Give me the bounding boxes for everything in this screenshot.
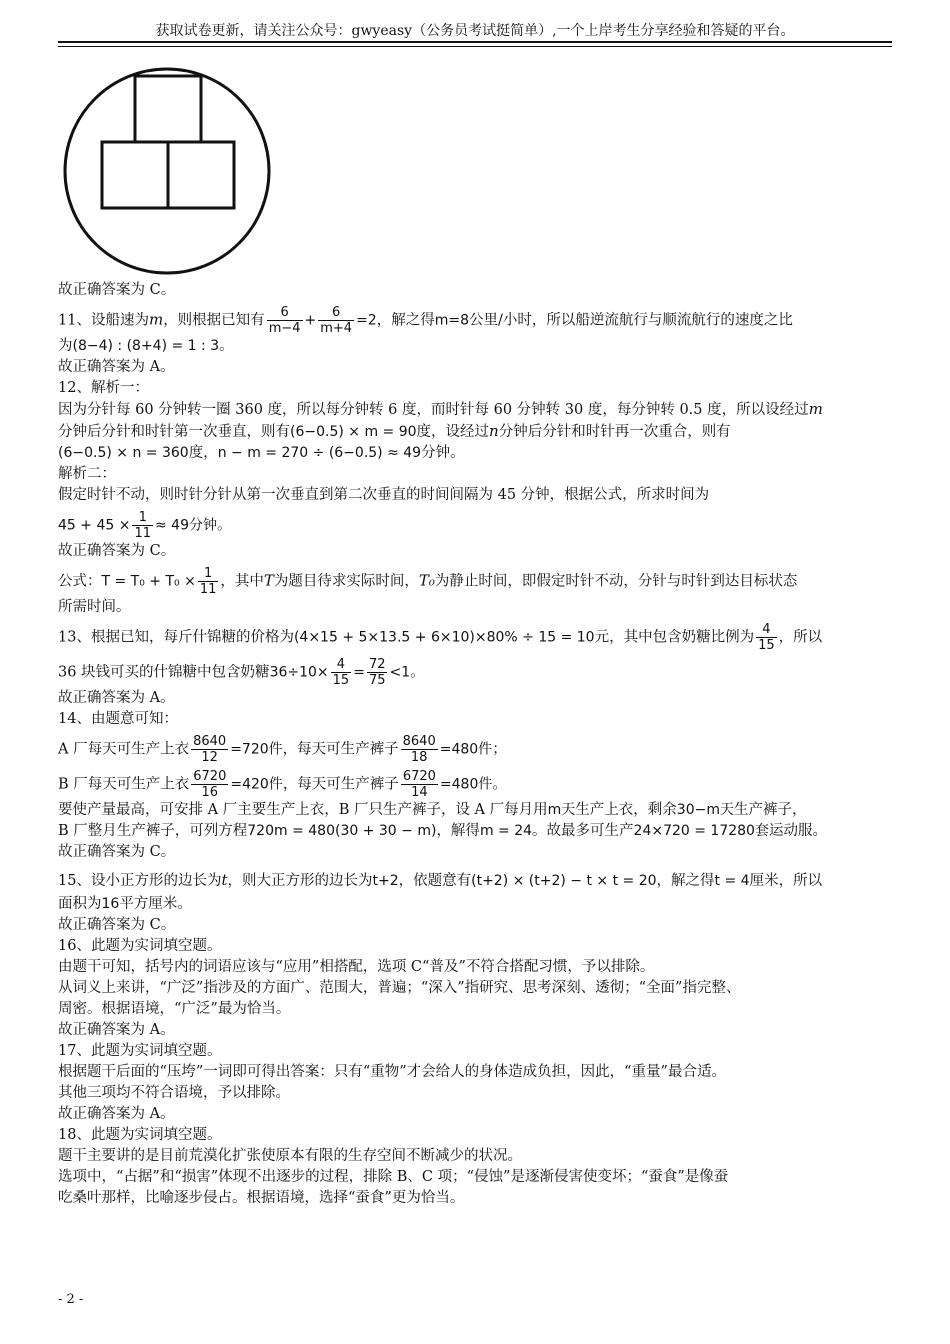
q12-line3: (6−0.5) × n = 360度，n − m = 270 ÷ (6−0.5) ≈ 49分钟。 [58, 445, 465, 461]
answer-line: 故正确答案为 A。 [58, 1022, 175, 1038]
q12-title: 12、解析一： [58, 380, 149, 396]
figure-left-square [102, 142, 168, 208]
answer-line: 故正确答案为 A。 [58, 359, 175, 375]
fraction: $\frac{4}{15}$ [332, 657, 350, 688]
q17-line2: 其他三项均不符合语境，予以排除。 [58, 1085, 290, 1101]
q17-title: 17、此题为实词填空题。 [58, 1043, 222, 1059]
q12-line2: 分钟后分针和时针第一次垂直，则有(6−0.5) × m = 90度，设经过n分钟后分针和时针再一次重合，则有 [58, 422, 731, 440]
q18-line1: 题干主要讲的是目前荒漠化扩张使原本有限的生存空间不断减少的状况。 [58, 1148, 522, 1164]
q14-line-b: B 厂每天可生产上衣 $\frac{6720}{16}$ =420件，每天可生产裤子 $\frac{6720}{14}$ =480件。 [58, 769, 507, 800]
answer-line: 故正确答案为 C。 [58, 282, 176, 298]
header-rule-thick [58, 41, 892, 43]
formula-line1: 公式：T = T₀ + T₀ × $\frac{1}{11}$ ，其中T为题目待求实际时间，T₀为静止时间，即假定时针不动，分针与时针到达目标状态 [58, 566, 798, 597]
figure-right-square [168, 142, 234, 208]
fraction: $\frac{72}{75}$ [368, 657, 386, 688]
header-rule-thin [58, 46, 892, 47]
circle-squares-figure [62, 66, 272, 276]
answer-line: 故正确答案为 A。 [58, 1106, 175, 1122]
fraction: $\frac{1}{11}$ [199, 566, 217, 597]
fraction: $\frac{1}{11}$ [134, 510, 151, 541]
q12-title2: 解析二： [58, 466, 116, 482]
fraction: $\frac{6720}{16}$ [193, 769, 227, 800]
fraction: $\frac{8640}{12}$ [193, 734, 227, 765]
answer-line: 故正确答案为 C。 [58, 917, 176, 933]
fraction: $\frac{6}{m+4}$ [320, 305, 353, 336]
q15-line2: 面积为16平方厘米。 [58, 896, 192, 912]
fraction: $\frac{8640}{18}$ [402, 734, 436, 765]
figure-top-square [135, 76, 201, 142]
q12-line1: 因为分针每 60 分钟转一圈 360 度，所以每分钟转 6 度，而时针每 60 分钟转 30 度，每分钟转 0.5 度，所以设经过m [58, 400, 823, 418]
answer-line: 故正确答案为 C。 [58, 543, 176, 559]
answer-content [58, 280, 896, 1209]
q16-line3: 周密。根据语境，“广泛”最为恰当。 [58, 1001, 291, 1017]
q14-line-d: B 厂整月生产裤子，可列方程720m = 480(30 + 30 − m)，解得m = 24。故最多可生产24×720 = 17280套运动服。 [58, 823, 827, 839]
fraction: $\frac{6}{m-4}$ [268, 305, 301, 336]
q14-title: 14、由题意可知： [58, 711, 178, 727]
q11-line2: 为(8−4) : (8+4) = 1 : 3。 [58, 338, 234, 354]
fraction: $\frac{4}{15}$ [758, 622, 775, 653]
q15-line1: 15、设小正方形的边长为t，则大正方形的边长为t+2，依题意有(t+2) × (t+2) − t × t = 20，解之得t = 4厘米，所以 [58, 871, 823, 889]
answer-line: 故正确答案为 A。 [58, 690, 175, 706]
fraction: $\frac{6720}{14}$ [402, 769, 436, 800]
q12-line4: 假定时针不动，则时针分针从第一次垂直到第二次垂直的时间间隔为 45 分钟，根据公式，所求时间为 [58, 487, 710, 503]
q16-line2: 从词义上来讲，“广泛”指涉及的方面广、范围大，普遍；“深入”指研究、思考深刻、透彻；“全面”指完整、 [58, 980, 741, 996]
formula-line2: 所需时间。 [58, 599, 131, 615]
page-header: 获取试卷更新，请关注公众号：gwyeasy（公务员考试挺简单）,一个上岸考生分享经验和答疑的平台。 [155, 23, 795, 39]
q14-line-a: A 厂每天可生产上衣 $\frac{8640}{12}$ =720件，每天可生产裤子 $\frac{8640}{18}$ =480件； [58, 734, 507, 765]
q14-line-c: 要使产量最高，可安排 A 厂主要生产上衣，B 厂只生产裤子，设 A 厂每月用m天生产上衣，剩余30−m天生产裤子， [58, 802, 807, 818]
q11-line1: 11、设船速为m，则根据已知有 $\frac{6}{m-4}$ + $\frac{6}{m+4}$ =2，解之得m=8公里/小时，所以船逆流航行与顺流航行的速度之比 [58, 305, 793, 336]
q12-line5: 45 + 45 × $\frac{1}{11}$ ≈ 49分钟。 [58, 510, 232, 541]
q13-line2: 36 块钱可买的什锦糖中包含奶糖36÷10× $\frac{4}{15}$ = $\frac{72}{75}$ <1。 [58, 657, 425, 688]
q18-line3: 吃桑叶那样，比喻逐步侵占。根据语境，选择“蚕食”更为恰当。 [58, 1190, 465, 1206]
q18-title: 18、此题为实词填空题。 [58, 1127, 222, 1143]
page-number: - 2 - [58, 1292, 84, 1307]
q13-line1: 13、根据已知，每斤什锦糖的价格为(4×15 + 5×13.5 + 6×10)×80% ÷ 15 = 10元，其中包含奶糖比例为 $\frac{4}{15}$ ，所以 [58, 622, 823, 653]
q18-line2: 选项中，“占据”和“损害”体现不出逐步的过程，排除 B、C 项；“侵蚀”是逐渐侵害使变坏；“蚕食”是像蚕 [58, 1169, 729, 1185]
answer-line: 故正确答案为 C。 [58, 844, 176, 860]
q16-line1: 由题干可知，括号内的词语应该与“应用”相搭配，选项 C“普及”不符合搭配习惯，予以排除。 [58, 959, 655, 975]
q16-title: 16、此题为实词填空题。 [58, 938, 222, 954]
q17-line1: 根据题干后面的“压垮”一词即可得出答案：只有“重物”才会给人的身体造成负担，因此，“重量”最合适。 [58, 1064, 726, 1080]
